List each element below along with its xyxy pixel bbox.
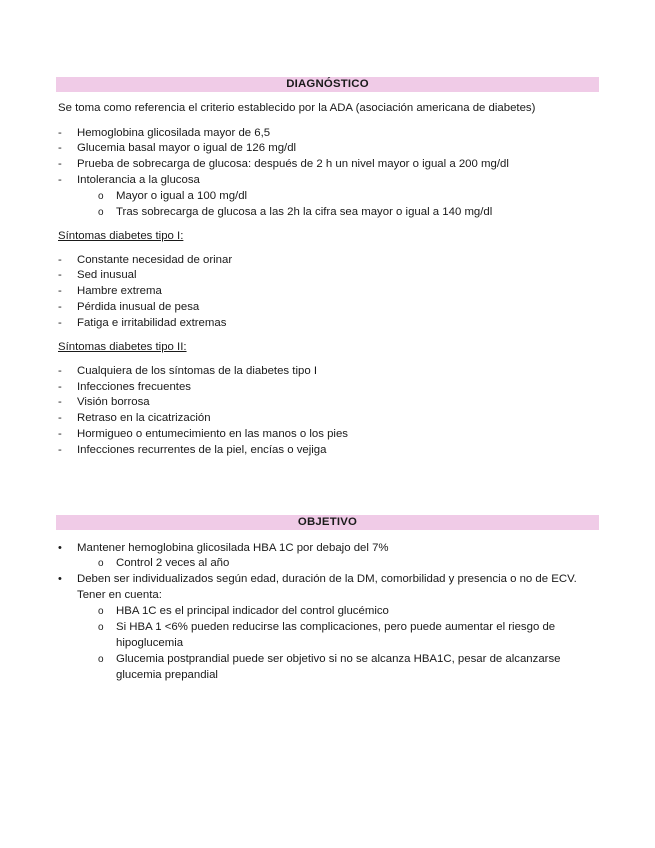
symptom-item: Pérdida inusual de pesa (77, 301, 200, 313)
tipo1-title: Síntomas diabetes tipo I: (58, 230, 184, 242)
dash-marker: - (58, 365, 62, 377)
criteria-item: Intolerancia a la glucosa (77, 174, 200, 186)
circle-marker: o (98, 207, 104, 218)
dash-marker: - (58, 254, 62, 266)
symptom-item: Constante necesidad de orinar (77, 254, 233, 266)
dash-marker: - (58, 381, 62, 393)
symptom-item: Hormigueo o entumecimiento en las manos o los pies (77, 428, 348, 440)
diagnostico-intro: Se toma como referencia el criterio establecido por la ADA (asociación americana de diabetes) (58, 102, 536, 114)
bullet-marker: • (58, 542, 62, 554)
intolerance-subitem: Mayor o igual a 100 mg/dl (116, 190, 248, 202)
intolerance-subitem: Tras sobrecarga de glucosa a las 2h la cifra sea mayor o igual a 140 mg/dl (116, 206, 493, 218)
symptom-item: Cualquiera de los síntomas de la diabetes tipo I (77, 365, 317, 377)
objetivo-subitem: Glucemia postprandial puede ser objetivo si no se alcanza HBA1C, pesar de alcanzarse (116, 653, 561, 665)
symptom-item: Infecciones recurrentes de la piel, encías o vejiga (77, 444, 327, 456)
objetivo-heading: OBJETIVO (56, 515, 599, 530)
dash-marker: - (58, 158, 62, 170)
dash-marker: - (58, 127, 62, 139)
objetivo-subitem: HBA 1C es el principal indicador del control glucémico (116, 605, 389, 617)
dash-marker: - (58, 444, 62, 456)
objetivo-subitem: Si HBA 1 <6% pueden reducirse las complicaciones, pero puede aumentar el riesgo de (116, 621, 556, 633)
dash-marker: - (58, 412, 62, 424)
diagnostico-heading: DIAGNÓSTICO (56, 77, 599, 92)
objetivo-subitem-continuation: hipoglucemia (116, 637, 184, 649)
dash-marker: - (58, 317, 62, 329)
circle-marker: o (98, 622, 104, 633)
dash-marker: - (58, 174, 62, 186)
dash-marker: - (58, 142, 62, 154)
circle-marker: o (98, 558, 104, 569)
dash-marker: - (58, 285, 62, 297)
symptom-item: Infecciones frecuentes (77, 381, 191, 393)
dash-marker: - (58, 428, 62, 440)
objetivo-item: Mantener hemoglobina glicosilada HBA 1C por debajo del 7% (77, 542, 389, 554)
objetivo-item-continuation: Tener en cuenta: (77, 589, 162, 601)
symptom-item: Visión borrosa (77, 396, 150, 408)
symptom-item: Retraso en la cicatrización (77, 412, 211, 424)
dash-marker: - (58, 269, 62, 281)
bullet-marker: • (58, 573, 62, 585)
symptom-item: Fatiga e irritabilidad extremas (77, 317, 227, 329)
criteria-item: Hemoglobina glicosilada mayor de 6,5 (77, 127, 271, 139)
objetivo-item: Deben ser individualizados según edad, duración de la DM, comorbilidad y presencia o no de ECV. (77, 573, 577, 585)
symptom-item: Hambre extrema (77, 285, 162, 297)
dash-marker: - (58, 396, 62, 408)
criteria-item: Prueba de sobrecarga de glucosa: después de 2 h un nivel mayor o igual a 200 mg/dl (77, 158, 509, 170)
objetivo-subitem-continuation: glucemia prepandial (116, 669, 218, 681)
circle-marker: o (98, 654, 104, 665)
tipo2-title: Síntomas diabetes tipo II: (58, 341, 187, 353)
circle-marker: o (98, 191, 104, 202)
symptom-item: Sed inusual (77, 269, 137, 281)
dash-marker: - (58, 301, 62, 313)
objetivo-subitem: Control 2 veces al año (116, 557, 230, 569)
criteria-item: Glucemia basal mayor o igual de 126 mg/dl (77, 142, 297, 154)
circle-marker: o (98, 606, 104, 617)
